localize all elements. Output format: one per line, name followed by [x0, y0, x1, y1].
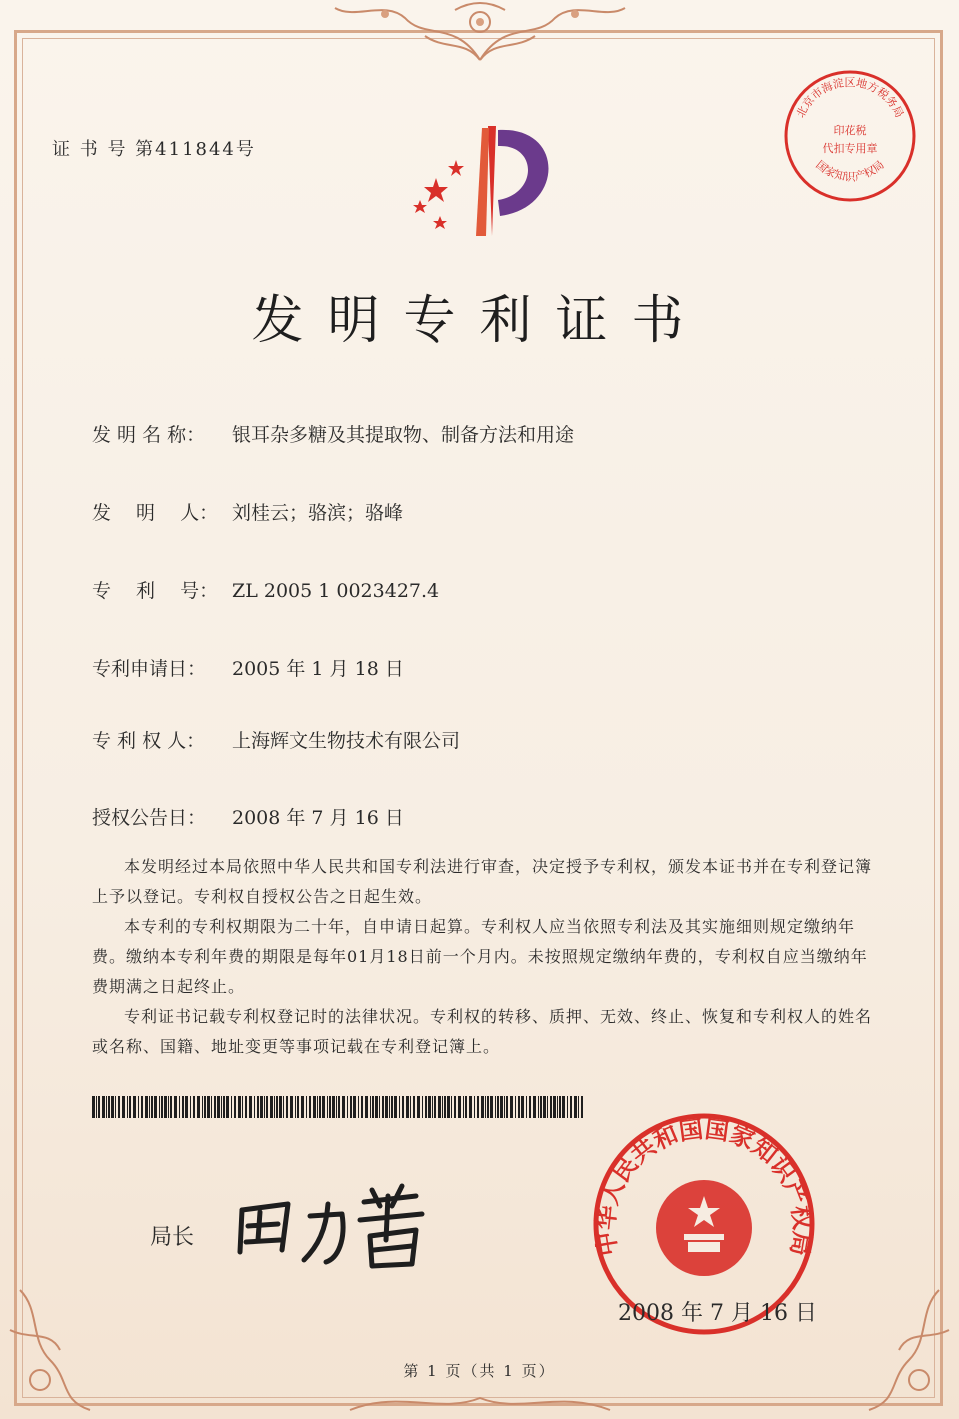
corner-ornament-bottom-left	[0, 1270, 120, 1419]
barcode-bar	[260, 1096, 263, 1118]
barcode-bar	[399, 1096, 400, 1118]
barcode-bar	[547, 1096, 548, 1118]
barcode-bar	[370, 1096, 371, 1118]
barcode-bar	[118, 1096, 120, 1118]
barcode-bar	[372, 1096, 374, 1118]
barcode-bar	[444, 1096, 446, 1118]
barcode-bar	[463, 1096, 464, 1118]
barcode-bar	[204, 1096, 206, 1118]
barcode-bar	[432, 1096, 433, 1118]
barcode-bar	[223, 1096, 225, 1118]
small-seal-bottom-text: 国家知识产权局	[813, 158, 887, 184]
body-paragraph: 本发明经过本局依照中华人民共和国专利法进行审查，决定授予专利权，颁发本证书并在专利登记簿上予以登记。专利权自授权公告之日起生效。	[92, 857, 873, 906]
barcode-bar	[550, 1096, 552, 1118]
patent-office-logo-icon	[396, 108, 566, 248]
barcode-bar	[406, 1096, 409, 1118]
barcode-bar	[465, 1096, 467, 1118]
barcode-bar	[538, 1096, 539, 1118]
barcode-bar	[211, 1096, 212, 1118]
barcode-bar	[474, 1096, 475, 1118]
barcode-bar	[481, 1096, 484, 1118]
barcode-bar	[207, 1096, 210, 1118]
field-grant-date	[92, 803, 404, 830]
field-label: 专利申请日：	[92, 658, 207, 680]
field-invention-name	[92, 420, 574, 447]
barcode-bar	[327, 1096, 328, 1118]
barcode-bar	[245, 1096, 247, 1118]
barcode-bar	[394, 1096, 397, 1118]
field-label: 专 利 号：	[92, 580, 219, 602]
barcode-bar	[497, 1096, 499, 1118]
barcode-bar	[332, 1096, 335, 1118]
barcode-bar	[301, 1096, 304, 1118]
barcode-bar	[410, 1096, 411, 1118]
barcode-bar	[506, 1096, 508, 1118]
barcode-bar	[434, 1096, 436, 1118]
barcode-bar	[458, 1096, 461, 1118]
barcode-bar	[447, 1096, 450, 1118]
barcode-bar	[154, 1096, 157, 1118]
field-label: 发 明 名 称：	[92, 424, 206, 446]
barcode-bar	[485, 1096, 486, 1118]
field-value: ZL 2005 1 0023427.4	[232, 580, 440, 602]
body-paragraph: 专利证书记载专利权登记时的法律状况。专利权的转移、质押、无效、终止、恢复和专利权人的姓名或名称、国籍、地址变更等事项记载在专利登记簿上。	[92, 1007, 873, 1056]
barcode-bar	[353, 1096, 356, 1118]
barcode-bar	[168, 1096, 169, 1118]
barcode-bar	[170, 1096, 172, 1118]
barcode-bar	[562, 1096, 565, 1118]
barcode-bar	[106, 1096, 107, 1118]
barcode-bar	[504, 1096, 505, 1118]
svg-text:国家知识产权局	[813, 158, 886, 183]
barcode-bar	[297, 1096, 299, 1118]
barcode	[92, 1096, 584, 1118]
barcode-bar	[197, 1096, 200, 1118]
barcode-bar	[127, 1096, 128, 1118]
barcode-bar	[540, 1096, 542, 1118]
barcode-bar	[283, 1096, 284, 1118]
barcode-bar	[338, 1096, 340, 1118]
barcode-bar	[451, 1096, 452, 1118]
barcode-bar	[115, 1096, 116, 1118]
barcode-bar	[574, 1096, 577, 1118]
barcode-bar	[515, 1096, 516, 1118]
barcode-bar	[322, 1096, 325, 1118]
barcode-bar	[266, 1096, 268, 1118]
barcode-bar	[129, 1096, 131, 1118]
barcode-bar	[350, 1096, 352, 1118]
barcode-bar	[295, 1096, 296, 1118]
barcode-bar	[279, 1096, 282, 1118]
barcode-bar	[179, 1096, 180, 1118]
barcode-bar	[361, 1096, 363, 1118]
barcode-bar	[242, 1096, 243, 1118]
barcode-bar	[138, 1096, 139, 1118]
barcode-bar	[342, 1096, 345, 1118]
barcode-bar	[425, 1096, 427, 1118]
barcode-bar	[518, 1096, 520, 1118]
bottom-ornament	[340, 1390, 620, 1419]
field-value: 上海辉文生物技术有限公司	[232, 730, 461, 752]
barcode-bar	[221, 1096, 222, 1118]
barcode-bar	[559, 1096, 561, 1118]
barcode-bar	[309, 1096, 311, 1118]
barcode-bar	[329, 1096, 331, 1118]
barcode-bar	[487, 1096, 489, 1118]
barcode-bar	[145, 1096, 148, 1118]
issue-date: 2008 年 7 月 16 日	[618, 1301, 817, 1326]
field-patent-number	[92, 576, 439, 603]
field-patentee	[92, 726, 460, 753]
barcode-bar	[500, 1096, 503, 1118]
top-ornament	[325, 0, 635, 64]
page-number: 第 1 页（共 1 页）	[403, 1362, 556, 1380]
field-value: 2008 年 7 月 16 日	[232, 807, 404, 829]
barcode-bar	[543, 1096, 546, 1118]
svg-text:北京市海淀区地方税务局	[794, 75, 906, 119]
barcode-bar	[151, 1096, 153, 1118]
barcode-bar	[336, 1096, 337, 1118]
barcode-bar	[379, 1096, 380, 1118]
barcode-bar	[529, 1096, 531, 1118]
barcode-bar	[133, 1096, 136, 1118]
field-label: 发 明 人：	[92, 502, 219, 524]
barcode-bar	[217, 1096, 220, 1118]
barcode-bar	[495, 1096, 496, 1118]
barcode-bar	[553, 1096, 556, 1118]
field-value: 刘桂云；骆滨；骆峰	[232, 502, 404, 524]
barcode-bar	[149, 1096, 150, 1118]
barcode-bar	[389, 1096, 390, 1118]
barcode-bar	[122, 1096, 125, 1118]
barcode-bar	[102, 1096, 105, 1118]
barcode-bar	[402, 1096, 404, 1118]
barcode-bar	[159, 1096, 160, 1118]
barcode-bar	[375, 1096, 378, 1118]
barcode-bar	[358, 1096, 359, 1118]
barcode-bar	[92, 1096, 95, 1118]
barcode-bar	[526, 1096, 527, 1118]
small-seal-center-line: 印花税	[833, 124, 867, 137]
barcode-bar	[202, 1096, 203, 1118]
barcode-bar	[428, 1096, 431, 1118]
barcode-bar	[234, 1096, 236, 1118]
barcode-bar	[533, 1096, 536, 1118]
tax-seal-stamp	[780, 66, 920, 206]
field-value: 2005 年 1 月 18 日	[232, 658, 404, 680]
barcode-bar	[581, 1096, 583, 1118]
barcode-bar	[164, 1096, 167, 1118]
barcode-bar	[249, 1096, 252, 1118]
director-label: 局长	[150, 1225, 195, 1250]
field-inventors	[92, 498, 403, 525]
field-label: 授权公告日：	[92, 807, 207, 829]
barcode-bar	[477, 1096, 479, 1118]
body-paragraph: 本专利的专利权期限为二十年，自申请日起算。专利权人应当依照专利法及其实施细则规定缴纳年费。缴纳本专利年费的期限是每年01月18日前一个月内。未按照规定缴纳年费的，专利权自应当缴纳年费期满之日起终止。	[92, 917, 868, 996]
barcode-bar	[254, 1096, 255, 1118]
barcode-bar	[417, 1096, 420, 1118]
barcode-bar	[385, 1096, 388, 1118]
barcode-bar	[319, 1096, 321, 1118]
barcode-bar	[141, 1096, 143, 1118]
barcode-bar	[347, 1096, 348, 1118]
barcode-bar	[306, 1096, 307, 1118]
barcode-bar	[365, 1096, 368, 1118]
barcode-bar	[521, 1096, 524, 1118]
barcode-bar	[161, 1096, 163, 1118]
barcode-bar	[490, 1096, 493, 1118]
barcode-bar	[226, 1096, 229, 1118]
barcode-bar	[570, 1096, 572, 1118]
barcode-bar	[286, 1096, 288, 1118]
field-label: 专 利 权 人：	[92, 730, 206, 752]
page-title: 发明专利证书	[251, 291, 708, 351]
barcode-bar	[442, 1096, 443, 1118]
corner-ornament-bottom-right	[839, 1270, 959, 1419]
barcode-bar	[214, 1096, 216, 1118]
barcode-bar	[391, 1096, 393, 1118]
barcode-bar	[274, 1096, 275, 1118]
small-seal-center-line: 代扣专用章	[822, 142, 878, 155]
barcode-bar	[185, 1096, 188, 1118]
barcode-bar	[438, 1096, 441, 1118]
barcode-bar	[98, 1096, 100, 1118]
barcode-bar	[111, 1096, 114, 1118]
barcode-bar	[290, 1096, 293, 1118]
director-signature	[230, 1180, 430, 1270]
barcode-bar	[567, 1096, 568, 1118]
barcode-bar	[510, 1096, 513, 1118]
barcode-bar	[174, 1096, 177, 1118]
barcode-bar	[413, 1096, 415, 1118]
barcode-bar	[238, 1096, 241, 1118]
barcode-bar	[108, 1096, 110, 1118]
barcode-bar	[313, 1096, 316, 1118]
big-seal-ring-text: 中华人民共和国国家知识产权局	[590, 1114, 818, 1259]
certificate-body	[92, 852, 874, 1062]
barcode-bar	[190, 1096, 191, 1118]
barcode-bar	[276, 1096, 278, 1118]
small-seal-ring-text: 北京市海淀区地方税务局	[793, 76, 907, 120]
field-value: 银耳杂多糖及其提取物、制备方法和用途	[232, 424, 575, 446]
certificate-number: 证 书 号 第411844号	[52, 139, 256, 160]
barcode-bar	[454, 1096, 456, 1118]
barcode-bar	[182, 1096, 184, 1118]
barcode-bar	[317, 1096, 318, 1118]
barcode-bar	[270, 1096, 273, 1118]
barcode-bar	[557, 1096, 558, 1118]
barcode-bar	[96, 1096, 97, 1118]
field-application-date	[92, 654, 404, 681]
barcode-bar	[422, 1096, 423, 1118]
barcode-bar	[264, 1096, 265, 1118]
barcode-bar	[231, 1096, 232, 1118]
barcode-bar	[469, 1096, 472, 1118]
national-emblem-icon	[656, 1180, 752, 1276]
barcode-bar	[257, 1096, 259, 1118]
barcode-bar	[382, 1096, 384, 1118]
barcode-bar	[578, 1096, 579, 1118]
barcode-bar	[193, 1096, 195, 1118]
